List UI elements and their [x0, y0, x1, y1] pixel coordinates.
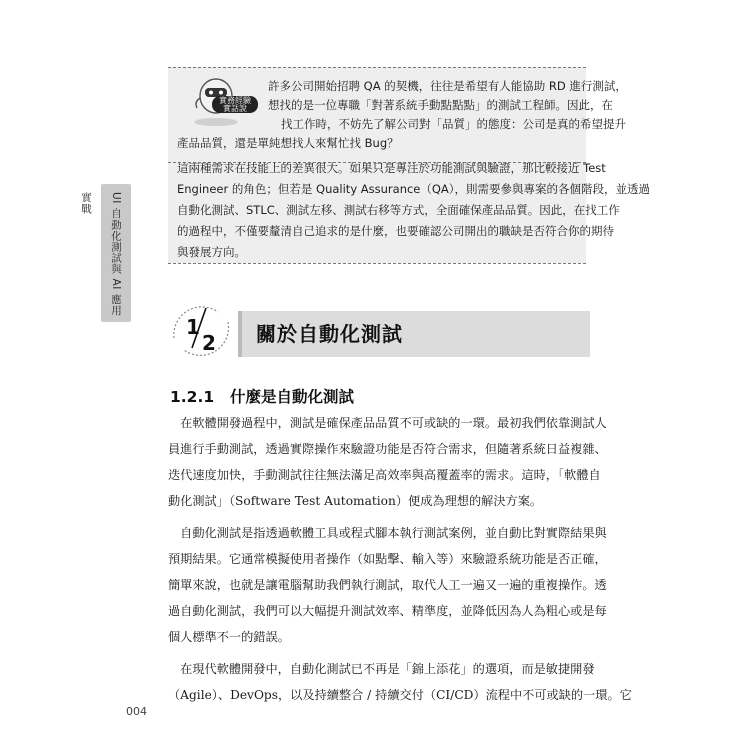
- tip-question-line: 產品品質，還是單純想找人來幫忙找 Bug？: [177, 136, 399, 150]
- tip-box-bottom-divider: [168, 263, 586, 264]
- body-paragraph-line: 預期結果。它通常模擬使用者操作（如點擊、輸入等）來驗證系統功能是否正確，: [168, 552, 607, 566]
- section-number-bottom: 2: [202, 331, 216, 355]
- badge-line-1: 實務經驗: [219, 96, 251, 105]
- tip-question-line: 找工作時，不妨先了解公司對「品質」的態度：公司是真的希望提升: [281, 117, 626, 131]
- tip-answer-line: 這兩種需求在技能上的差異很大。如果只是專注於功能測試與驗證，那比較接近 Test: [177, 161, 606, 175]
- body-paragraph-line: 在軟體開發過程中，測試是確保產品品質不可或缺的一環。最初我們依靠測試人: [168, 416, 607, 430]
- body-paragraph-line: 動化測試」（Software Test Automation）便成為理想的解決方案。: [168, 494, 543, 508]
- section-number-top: 1: [186, 315, 200, 339]
- tip-answer-line: Engineer 的角色；但若是 Quality Assurance（QA），則需要參與專案的各個階段，並透過: [177, 182, 651, 196]
- side-tab-label: UI 自動化測試與 AI 應用實戰: [80, 192, 122, 317]
- body-paragraph-line: 過自動化測試，我們可以大幅提升測試效率、精準度，並降低因為人為粗心或是每: [168, 604, 607, 618]
- body-paragraph-line: 簡單來說，也就是讓電腦幫助我們執行測試，取代人工一遍又一遍的重複操作。透: [168, 578, 607, 592]
- badge-line-2: 實話說: [223, 104, 247, 113]
- body-paragraph-line: 在現代軟體開發中，自動化測試已不再是「錦上添花」的選項，而是敏捷開發: [168, 662, 595, 676]
- tip-question-line: 想找的是一位專職「對著系統手動點點點」的測試工程師。因此，在: [268, 98, 613, 112]
- subsection-number: 1.2.1: [170, 388, 215, 406]
- tip-answer-line: 自動化測試、STLC、測試左移、測試右移等方式，全面確保產品品質。因此，在找工作: [177, 203, 620, 217]
- tip-box-top-divider: [168, 67, 586, 68]
- tip-answer-line: 與發展方向。: [177, 245, 246, 259]
- body-paragraph-line: 個人標準不一的錯誤。: [168, 630, 290, 644]
- body-paragraph-line: 員進行手動測試，透過實際操作來驗證功能是否符合需求，但隨著系統日益複雜、: [168, 442, 607, 456]
- body-paragraph-line: 迭代速度加快，手動測試往往無法滿足高效率與高覆蓋率的需求。這時，「軟體自: [168, 468, 601, 482]
- experience-badge: [212, 96, 258, 113]
- body-paragraph-line: （Agile）、DevOps，以及持續整合 / 持續交付（CI/CD）流程中不可或缺的一環。它: [168, 688, 632, 702]
- tip-question-line: 許多公司開始招聘 QA 的契機，往往是希望有人能協助 RD 進行測試，: [268, 79, 627, 93]
- page-number: 004: [126, 705, 147, 718]
- subsection-title: 什麼是自動化測試: [230, 388, 355, 406]
- tip-answer-line: 的過程中，不僅要釐清自己追求的是什麼，也要確認公司開出的職缺是否符合你的期待: [177, 224, 614, 238]
- subsection-heading: [170, 385, 354, 407]
- section-number-badge: [166, 298, 236, 360]
- body-paragraph-line: 自動化測試是指透過軟體工具或程式腳本執行測試案例，並自動比對實際結果與: [168, 526, 607, 540]
- section-title: 關於自動化測試: [256, 322, 403, 346]
- chapter-side-tab: [80, 184, 131, 322]
